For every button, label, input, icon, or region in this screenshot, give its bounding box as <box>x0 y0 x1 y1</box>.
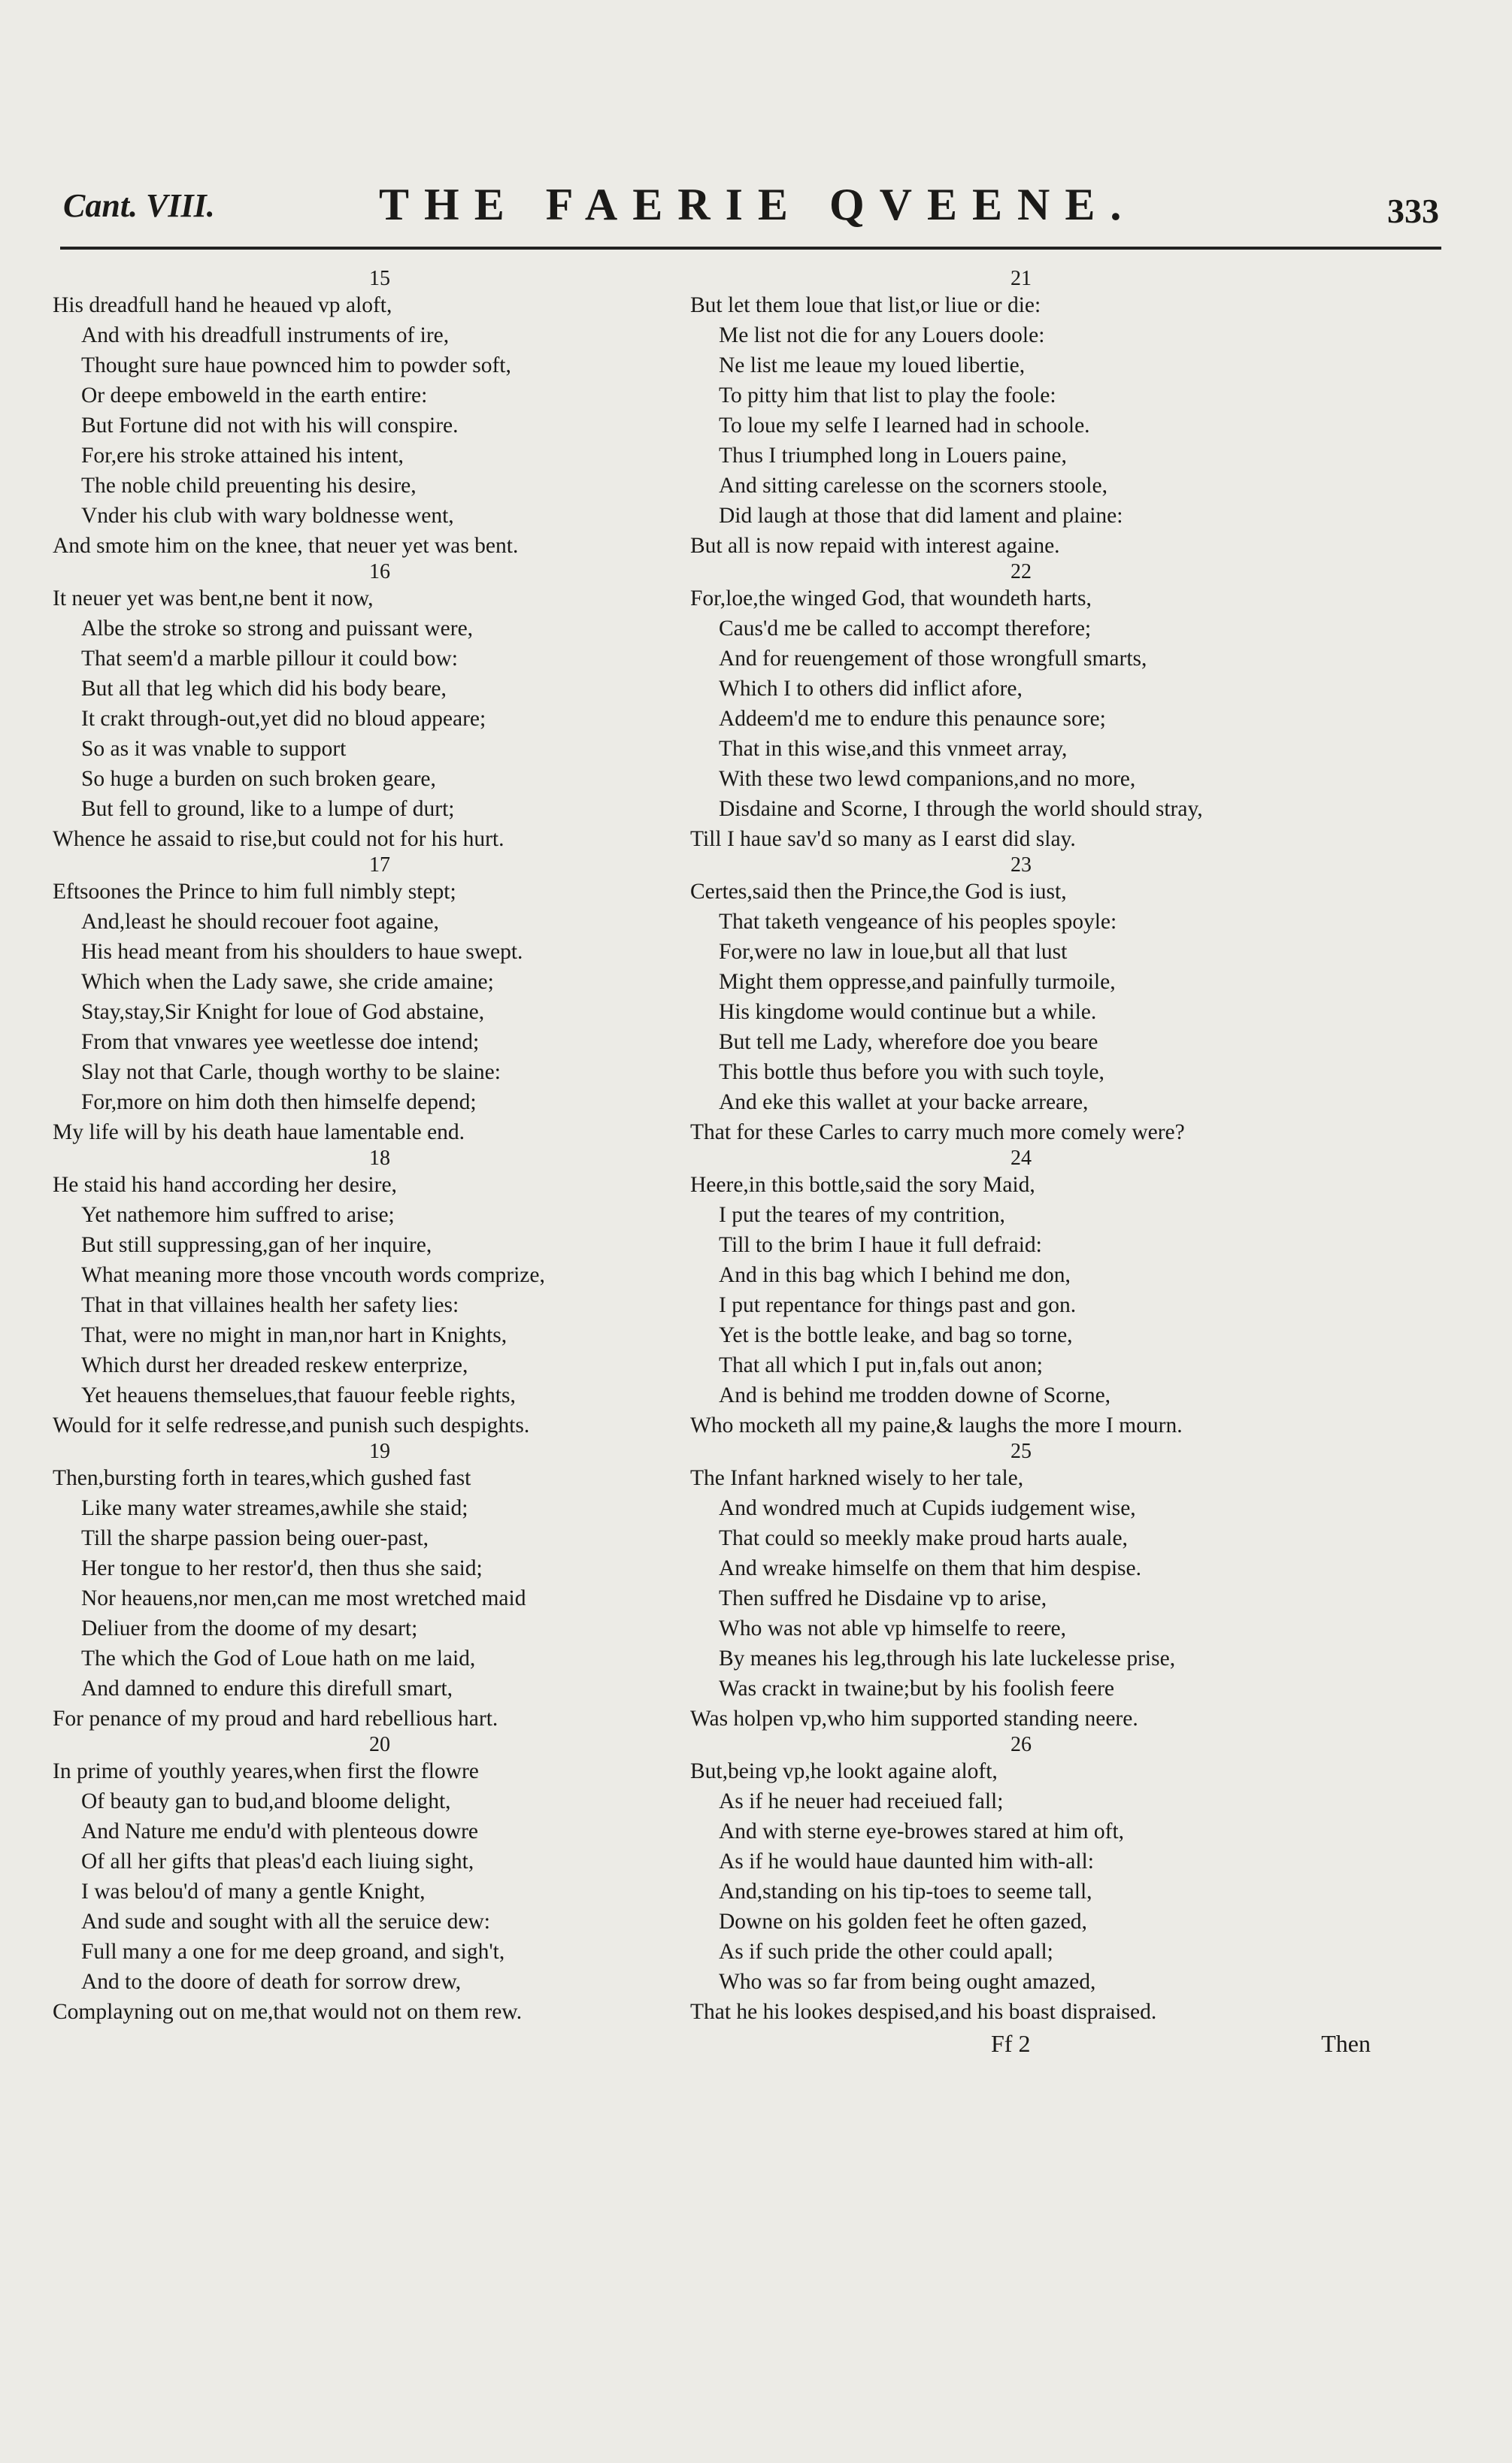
stanza <box>53 561 707 854</box>
stanza <box>53 268 707 561</box>
verse-line: And with his dreadfull instruments of ire, <box>81 323 450 347</box>
verse-line: But all is now repaid with interest againe. <box>690 534 1060 558</box>
verse-line: And sude and sought with all the seruice dew: <box>81 1910 490 1934</box>
verse-line: For penance of my proud and hard rebellious hart. <box>53 1707 498 1731</box>
verse-line: And is behind me trodden downe of Scorne, <box>719 1383 1111 1407</box>
verse-line: For,were no law in loue,but all that lust <box>719 940 1068 964</box>
verse-line: And with sterne eye-browes stared at him oft, <box>719 1819 1125 1843</box>
verse-line: His kingdome would continue but a while. <box>719 1000 1097 1024</box>
verse-line: I was belou'd of many a gentle Knight, <box>81 1880 426 1904</box>
stanza-number: 25 <box>1011 1440 1032 1463</box>
verse-line: Heere,in this bottle,said the sory Maid, <box>690 1173 1035 1197</box>
verse-line: Ne list me leaue my loued libertie, <box>719 353 1026 377</box>
verse-line: Who was so far from being ought amazed, <box>719 1970 1096 1994</box>
verse-line: With these two lewd companions,and no more, <box>719 767 1136 791</box>
verse-line: And for reuengement of those wrongfull smarts, <box>719 647 1147 671</box>
verse-line: Was holpen vp,who him supported standing neere. <box>690 1707 1138 1731</box>
verse-line: Yet is the bottle leake, and bag so torne, <box>719 1323 1073 1347</box>
verse-line: And wreake himselfe on them that him despise. <box>719 1556 1141 1580</box>
verse-line: For,more on him doth then himselfe depend; <box>81 1090 477 1114</box>
stanza <box>690 268 1352 561</box>
verse-line: My life will by his death haue lamentable end. <box>53 1120 465 1144</box>
verse-line: That for these Carles to carry much more comely were? <box>690 1120 1185 1144</box>
verse-line: Her tongue to her restor'd, then thus she said; <box>81 1556 483 1580</box>
canto-label: Cant. VIII. <box>63 187 215 224</box>
verse-line: This bottle thus before you with such toyle, <box>719 1060 1104 1084</box>
verse-line: In prime of youthly yeares,when first the flowre <box>53 1759 479 1783</box>
verse-line: Would for it selfe redresse,and punish such despights. <box>53 1413 530 1438</box>
verse-line: Disdaine and Scorne, I through the world should stray, <box>719 797 1203 821</box>
verse-line: That seem'd a marble pillour it could bow: <box>81 647 458 671</box>
page-number: 333 <box>1387 192 1439 230</box>
stanza <box>690 854 1352 1147</box>
verse-line: Of beauty gan to bud,and bloome delight, <box>81 1789 451 1813</box>
verse-line: But fell to ground, like to a lumpe of durt; <box>81 797 455 821</box>
verse-line: And,standing on his tip-toes to seeme tall, <box>719 1880 1092 1904</box>
verse-line: But still suppressing,gan of her inquire, <box>81 1233 432 1257</box>
verse-line: Was crackt in twaine;but by his foolish feere <box>719 1677 1115 1701</box>
stanza-number: 23 <box>1011 853 1032 877</box>
verse-line: That could so meekly make proud harts auale, <box>719 1526 1128 1550</box>
verse-line: I put repentance for things past and gon. <box>719 1293 1077 1317</box>
stanza <box>690 1441 1352 1734</box>
header-rule <box>60 247 1441 250</box>
verse-line: But all that leg which did his body beare, <box>81 677 447 701</box>
stanza-number: 17 <box>369 853 390 877</box>
verse-line: That he his lookes despised,and his boast dispraised. <box>690 2000 1157 2024</box>
verse-line: And in this bag which I behind me don, <box>719 1263 1071 1287</box>
stanza-number: 20 <box>369 1733 390 1756</box>
verse-line: But,being vp,he lookt againe aloft, <box>690 1759 998 1783</box>
verse-line: From that vnwares yee weetlesse doe intend; <box>81 1030 480 1054</box>
verse-line: Who mocketh all my paine,& laughs the more I mourn. <box>690 1413 1183 1438</box>
verse-line: Which durst her dreaded reskew enterprize, <box>81 1353 468 1377</box>
verse-line: Certes,said then the Prince,the God is iust, <box>690 880 1067 904</box>
verse-line: He staid his hand according her desire, <box>53 1173 397 1197</box>
verse-line: To loue my selfe I learned had in schoole. <box>719 414 1090 438</box>
stanza-number: 21 <box>1011 267 1032 290</box>
verse-line: Till to the brim I haue it full defraid: <box>719 1233 1042 1257</box>
verse-line: And Nature me endu'd with plenteous dowre <box>81 1819 478 1843</box>
verse-line: Or deepe emboweld in the earth entire: <box>81 383 428 407</box>
verse-line: But Fortune did not with his will conspire. <box>81 414 459 438</box>
verse-line: Vnder his club with wary boldnesse went, <box>81 504 454 528</box>
verse-line: And damned to endure this direfull smart, <box>81 1677 453 1701</box>
verse-line: And,least he should recouer foot againe, <box>81 910 439 934</box>
verse-line: And sitting carelesse on the scorners stoole, <box>719 474 1107 498</box>
verse-line: But let them loue that list,or liue or die: <box>690 293 1041 317</box>
stanza <box>690 561 1352 854</box>
right-column <box>690 268 1352 2027</box>
verse-line: That taketh vengeance of his peoples spoyle: <box>719 910 1117 934</box>
verse-line: Thought sure haue pownced him to powder soft, <box>81 353 511 377</box>
signature-mark: Ff 2 <box>991 2030 1031 2057</box>
verse-line: Addeem'd me to endure this penaunce sore; <box>719 707 1106 731</box>
verse-line: But tell me Lady, wherefore doe you beare <box>719 1030 1098 1054</box>
running-header <box>63 179 1439 247</box>
stanza-number: 15 <box>369 267 390 290</box>
verse-line: For,loe,the winged God, that woundeth harts, <box>690 586 1092 610</box>
verse-line: As if he neuer had receiued fall; <box>719 1789 1004 1813</box>
verse-line: Deliuer from the doome of my desart; <box>81 1616 418 1640</box>
verse-line: Which I to others did inflict afore, <box>719 677 1023 701</box>
verse-line: It neuer yet was bent,ne bent it now, <box>53 586 374 610</box>
verse-line: Then suffred he Disdaine vp to arise, <box>719 1586 1047 1610</box>
stanza <box>53 1147 707 1441</box>
verse-line: And to the doore of death for sorrow drew, <box>81 1970 462 1994</box>
verse-line: Yet nathemore him suffred to arise; <box>81 1203 395 1227</box>
verse-line: Thus I triumphed long in Louers paine, <box>719 444 1067 468</box>
verse-line: Whence he assaid to rise,but could not for his hurt. <box>53 827 505 851</box>
verse-line: That in that villaines health her safety lies: <box>81 1293 459 1317</box>
stanza <box>53 854 707 1147</box>
verse-line: And smote him on the knee, that neuer yet was bent. <box>53 534 519 558</box>
stanza <box>690 1147 1352 1441</box>
book-title: THE FAERIE QVEENE. <box>379 180 1137 229</box>
verse-line: Complayning out on me,that would not on them rew. <box>53 2000 523 2024</box>
catchword: Then <box>1321 2030 1371 2057</box>
verse-line: I put the teares of my contrition, <box>719 1203 1005 1227</box>
stanza <box>53 1441 707 1734</box>
verse-line: Of all her gifts that pleas'd each liuing sight, <box>81 1850 474 1874</box>
stanza-number: 18 <box>369 1147 390 1170</box>
verse-line: It crakt through-out,yet did no bloud appeare; <box>81 707 486 731</box>
verse-line: Me list not die for any Louers doole: <box>719 323 1045 347</box>
verse-line: Albe the stroke so strong and puissant were, <box>81 617 474 641</box>
verse-line: Till I haue sav'd so many as I earst did slay. <box>690 827 1076 851</box>
verse-line: His head meant from his shoulders to haue swept. <box>81 940 523 964</box>
verse-line: Which when the Lady sawe, she cride amaine; <box>81 970 494 994</box>
verse-line: The which the God of Loue hath on me laid, <box>81 1647 476 1671</box>
verse-line: To pitty him that list to play the foole: <box>719 383 1056 407</box>
verse-line: Nor heauens,nor men,can me most wretched maid <box>81 1586 526 1610</box>
verse-line: Then,bursting forth in teares,which gushed fast <box>53 1466 471 1490</box>
verse-line: Downe on his golden feet he often gazed, <box>719 1910 1087 1934</box>
verse-line: The noble child preuenting his desire, <box>81 474 417 498</box>
stanza-number: 22 <box>1011 560 1032 583</box>
verse-line: Who was not able vp himselfe to reere, <box>719 1616 1067 1640</box>
verse-line: Might them oppresse,and painfully turmoile, <box>719 970 1116 994</box>
verse-line: Eftsoones the Prince to him full nimbly stept; <box>53 880 456 904</box>
verse-line: The Infant harkned wisely to her tale, <box>690 1466 1024 1490</box>
verse-line: And eke this wallet at your backe arreare, <box>719 1090 1089 1114</box>
stanza-number: 19 <box>369 1440 390 1463</box>
verse-line: That all which I put in,fals out anon; <box>719 1353 1043 1377</box>
verse-line: Caus'd me be called to accompt therefore; <box>719 617 1092 641</box>
verse-line: As if he would haue daunted him with-all: <box>719 1850 1094 1874</box>
stanza-number: 16 <box>369 560 390 583</box>
verse-line: Till the sharpe passion being ouer-past, <box>81 1526 429 1550</box>
verse-line: So huge a burden on such broken geare, <box>81 767 436 791</box>
left-column <box>53 268 707 2027</box>
verse-line: That, were no might in man,nor hart in Knights, <box>81 1323 508 1347</box>
verse-line: By meanes his leg,through his late luckelesse prise, <box>719 1647 1176 1671</box>
verse-line: Yet heauens themselues,that fauour feeble rights, <box>81 1383 516 1407</box>
stanza-number: 24 <box>1011 1147 1032 1170</box>
verse-line: Stay,stay,Sir Knight for loue of God abstaine, <box>81 1000 485 1024</box>
verse-line: Like many water streames,awhile she staid; <box>81 1496 468 1520</box>
stanza-number: 26 <box>1011 1733 1032 1756</box>
verse-line: His dreadfull hand he heaued vp aloft, <box>53 293 392 317</box>
verse-line: Slay not that Carle, though worthy to be slaine: <box>81 1060 501 1084</box>
verse-line: Did laugh at those that did lament and plaine: <box>719 504 1123 528</box>
verse-line: That in this wise,and this vnmeet array, <box>719 737 1068 761</box>
verse-line: Full many a one for me deep groand, and sigh't, <box>81 1940 505 1964</box>
page-footer <box>690 2030 1371 2063</box>
verse-line: And wondred much at Cupids iudgement wise, <box>719 1496 1136 1520</box>
verse-line: What meaning more those vncouth words comprize, <box>81 1263 545 1287</box>
stanza <box>53 1734 707 2027</box>
verse-line: As if such pride the other could apall; <box>719 1940 1053 1964</box>
verse-line: For,ere his stroke attained his intent, <box>81 444 404 468</box>
stanza <box>690 1734 1352 2027</box>
verse-line: So as it was vnable to support <box>81 737 347 761</box>
